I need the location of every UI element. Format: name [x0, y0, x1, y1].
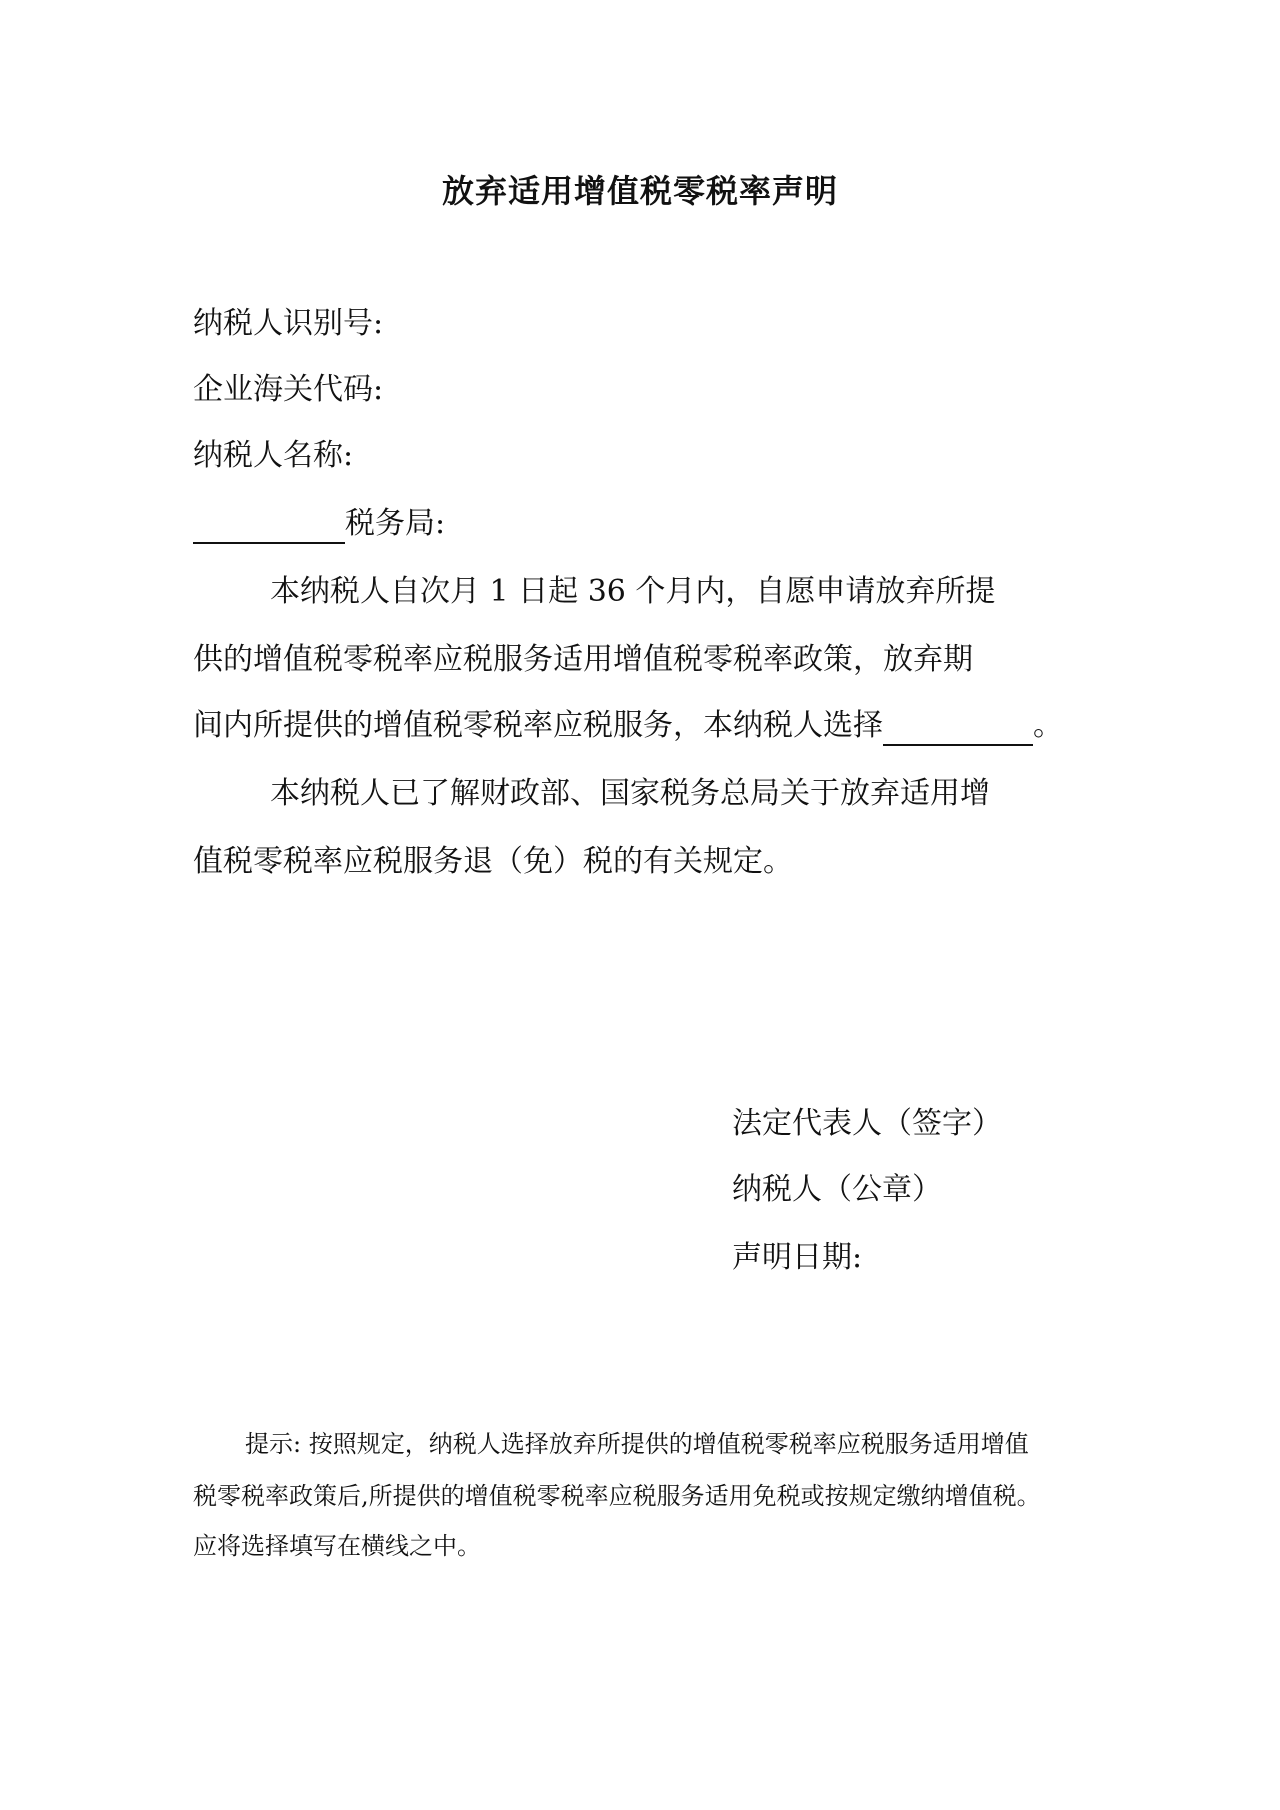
- taxpayer-id-label: 纳税人识别号:: [193, 306, 384, 341]
- note-line1: 提示: 按照规定，纳税人选择放弃所提供的增值税零税率应税服务适用增值: [245, 1430, 1029, 1458]
- tax-bureau-line: [193, 504, 445, 544]
- customs-code-label: 企业海关代码:: [193, 372, 384, 407]
- paragraph1-line3-end: 。: [1033, 708, 1063, 743]
- document-title: 放弃适用增值税零税率声明: [441, 172, 838, 210]
- paragraph2-line1: 本纳税人已了解财政部、国家税务总局关于放弃适用增: [270, 776, 990, 811]
- paragraph2-line2: 值税零税率应税服务退（免）税的有关规定。: [193, 844, 793, 879]
- paragraph1-line3: [193, 706, 1063, 746]
- legal-representative-signature: 法定代表人（签字）: [732, 1106, 1002, 1141]
- paragraph1-line3-text: 间内所提供的增值税零税率应税服务，本纳税人选择: [193, 708, 883, 743]
- taxpayer-seal: 纳税人（公章）: [732, 1172, 942, 1207]
- choice-blank[interactable]: [883, 712, 1033, 746]
- taxpayer-name-label: 纳税人名称:: [193, 438, 354, 473]
- note-line2: 税零税率政策后,所提供的增值税零税率应税服务适用免税或按规定缴纳增值税。: [193, 1482, 1041, 1510]
- paragraph1-line2: 供的增值税零税率应税服务适用增值税零税率政策，放弃期: [193, 642, 973, 677]
- note-line3: 应将选择填写在横线之中。: [193, 1532, 481, 1560]
- tax-bureau-blank[interactable]: [193, 510, 345, 544]
- declaration-date-label: 声明日期:: [732, 1240, 863, 1275]
- paragraph1-line1: 本纳税人自次月 1 日起 36 个月内，自愿申请放弃所提: [270, 574, 996, 609]
- tax-bureau-label: 税务局:: [345, 506, 446, 541]
